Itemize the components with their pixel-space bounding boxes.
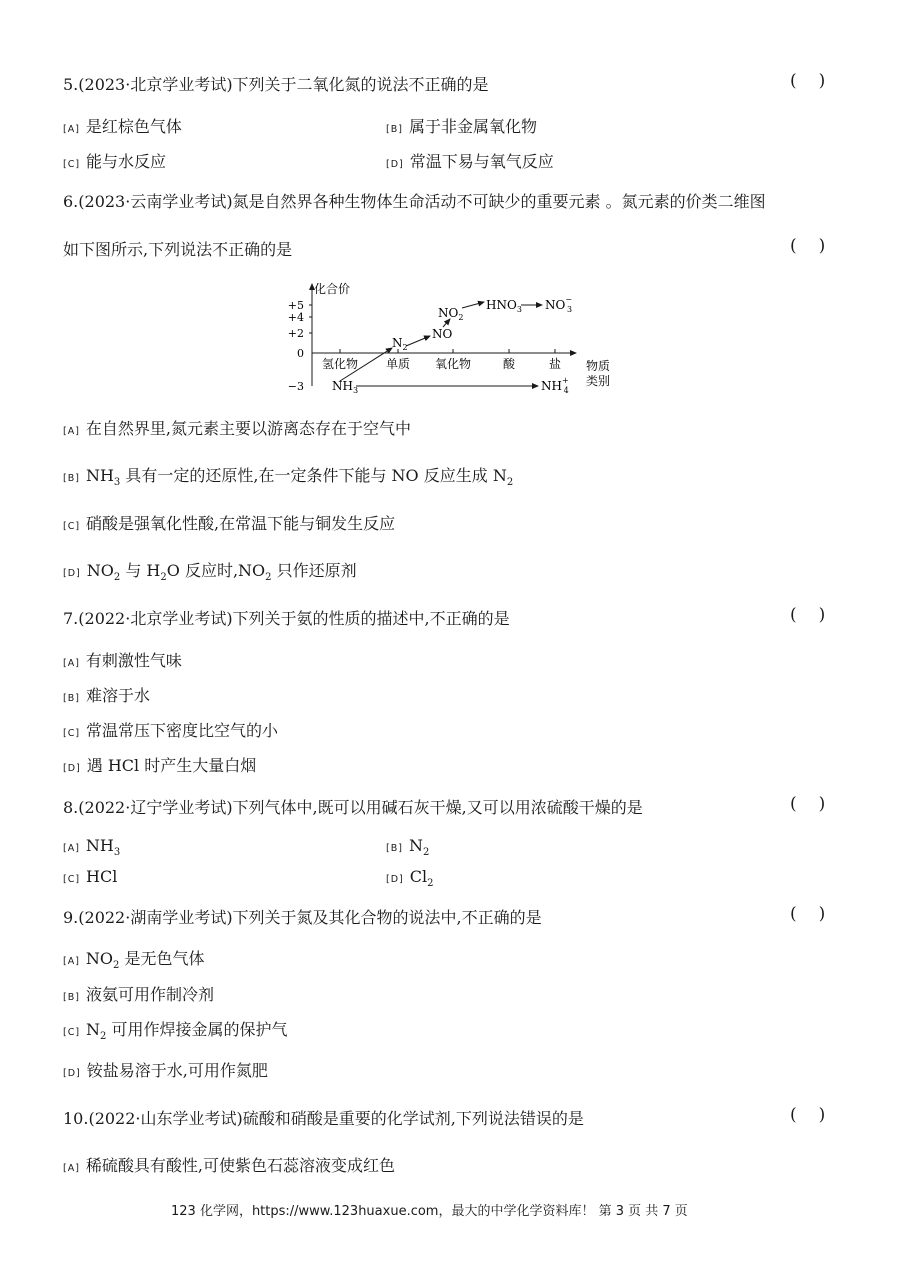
q9-option-d xyxy=(63,1058,268,1081)
y-tick-label: 0 xyxy=(297,347,304,360)
q8-option-d xyxy=(386,867,433,889)
q6-option-d xyxy=(63,558,357,583)
option-text: 难溶于水 xyxy=(85,686,150,705)
q8-option-b xyxy=(386,836,429,858)
q5-option-b xyxy=(386,114,537,137)
q5-stem: 5.(2023·北京学业考试)下列关于二氧化氮的说法不正确的是 xyxy=(63,75,489,94)
option-tag: [A] xyxy=(63,658,80,669)
y-axis-title: 化合价 xyxy=(314,282,351,296)
species-no: NO xyxy=(432,327,453,341)
option-text: $N_2$ xyxy=(408,836,430,859)
page-footer: 123 化学网，https://www.123huaxue.com，最大的中学化学资料库！ 第 3 页 共 7 页 xyxy=(171,1204,688,1219)
option-tag: [A] xyxy=(63,956,80,967)
q7-option-d xyxy=(63,753,256,776)
option-tag: [D] xyxy=(386,159,404,170)
option-text: $NH_3$ xyxy=(85,836,121,859)
option-text: $NO_2$ 与 $H_2O$ 反应时$,NO_2$ 只作还原剂 xyxy=(86,561,357,584)
q8-option-a xyxy=(63,836,120,858)
q9-option-a xyxy=(63,946,205,971)
q5-option-a xyxy=(63,114,182,137)
species-hno3: $HNO_3$ xyxy=(486,298,522,314)
option-tag: [C] xyxy=(63,159,81,170)
option-tag: [D] xyxy=(386,874,404,885)
x-category-label: 氧化物 xyxy=(434,357,472,371)
option-tag: [C] xyxy=(63,521,81,532)
q6-option-c xyxy=(63,511,395,534)
arrow-no2-to-hno3 xyxy=(462,302,484,308)
option-tag: [A] xyxy=(63,426,80,437)
option-tag: [A] xyxy=(63,843,80,854)
q7-option-b xyxy=(63,683,150,706)
option-tag: [B] xyxy=(386,843,403,854)
option-tag: [A] xyxy=(63,124,80,135)
species-no2: $NO_2$ xyxy=(438,306,464,322)
q10-stem: 10.(2022·山东学业考试)硫酸和硝酸是重要的化学试剂,下列说法错误的是 xyxy=(63,1109,584,1128)
option-text: 常温下易与氧气反应 xyxy=(409,152,554,171)
option-tag: [D] xyxy=(63,1068,81,1079)
q6-answer-paren: () xyxy=(790,236,848,256)
option-tag: [A] xyxy=(63,1163,80,1174)
species-n2: $N_2$ xyxy=(392,336,408,352)
q10-option-a xyxy=(63,1153,395,1176)
q8-answer-paren: () xyxy=(790,794,848,814)
q9-option-b xyxy=(63,982,214,1005)
option-text: 铵盐易溶于水,可用作氮肥 xyxy=(86,1061,268,1080)
species-no3: NO− 3 xyxy=(545,295,573,314)
option-tag: [B] xyxy=(386,124,403,135)
q7-option-c xyxy=(63,718,278,741)
option-tag: [C] xyxy=(63,874,81,885)
q7-option-a xyxy=(63,648,182,671)
option-text: 硝酸是强氧化性酸,在常温下能与铜发生反应 xyxy=(86,514,396,533)
arrow-no-to-no2 xyxy=(443,319,450,327)
option-text: 常温常压下密度比空气的小 xyxy=(86,721,279,740)
option-tag: [B] xyxy=(63,992,80,1003)
option-text: 液氨可用作制冷剂 xyxy=(85,985,214,1004)
option-text: $NO_2$ 是无色气体 xyxy=(85,949,205,972)
option-text: $N_2$ 可用作焊接金属的保护气 xyxy=(86,1020,288,1043)
option-tag: [B] xyxy=(63,693,80,704)
option-tag: [B] xyxy=(63,473,80,484)
species-nh4: NH+ 4 xyxy=(541,376,569,395)
q9-stem: 9.(2022·湖南学业考试)下列关于氮及其化合物的说法中,不正确的是 xyxy=(63,908,542,927)
option-text: 有刺激性气味 xyxy=(85,651,182,670)
option-text: 属于非金属氧化物 xyxy=(408,117,537,136)
nitrogen-valence-class-diagram xyxy=(280,278,620,398)
option-text: 遇 HCl 时产生大量白烟 xyxy=(86,756,257,775)
q10-answer-paren: () xyxy=(790,1105,848,1125)
q7-answer-paren: () xyxy=(790,605,848,625)
q8-stem: 8.(2022·辽宁学业考试)下列气体中,既可以用碱石灰干燥,又可以用浓硫酸干燥的是 xyxy=(63,798,643,817)
q9-answer-paren: () xyxy=(790,904,848,924)
x-axis-title-line1: 物质 xyxy=(586,359,611,373)
x-category-label: 单质 xyxy=(385,357,411,371)
species-nh3: $NH_3$ xyxy=(332,379,359,395)
y-tick-label: +5 xyxy=(287,299,304,312)
x-category-label: 酸 xyxy=(502,357,516,371)
option-text: 在自然界里,氮元素主要以游离态存在于空气中 xyxy=(85,419,412,438)
y-tick-label: +4 xyxy=(287,311,304,324)
y-tick-label: −3 xyxy=(287,380,304,393)
option-text: HCl xyxy=(86,867,118,886)
q6-stem-line2: 如下图所示,下列说法不正确的是 xyxy=(63,240,293,259)
option-text: 是红棕色气体 xyxy=(85,117,182,136)
option-text: 稀硫酸具有酸性,可使紫色石蕊溶液变成红色 xyxy=(85,1156,396,1175)
option-tag: [D] xyxy=(63,763,81,774)
q6-option-a xyxy=(63,416,411,439)
q5-option-d xyxy=(386,149,554,172)
option-tag: [D] xyxy=(63,568,81,579)
option-text: 能与水反应 xyxy=(86,152,167,171)
option-text: $Cl_2$ xyxy=(409,867,434,890)
arrow-n2-to-no xyxy=(406,336,430,346)
y-tick-label: +2 xyxy=(287,327,304,340)
q6-option-b xyxy=(63,463,513,488)
x-category-label: 氢化物 xyxy=(321,357,359,371)
q8-option-c xyxy=(63,867,117,886)
q5-option-c xyxy=(63,149,166,172)
q5-answer-paren: () xyxy=(790,71,848,91)
x-category-label: 盐 xyxy=(548,357,562,371)
q7-stem: 7.(2022·北京学业考试)下列关于氨的性质的描述中,不正确的是 xyxy=(63,609,510,628)
option-text: $NH_3$ 具有一定的还原性,在一定条件下能与 NO 反应生成 $N_2$ xyxy=(85,466,514,489)
x-axis-title-line2: 类别 xyxy=(586,374,611,388)
option-tag: [C] xyxy=(63,1027,81,1038)
option-tag: [C] xyxy=(63,728,81,739)
q9-option-c xyxy=(63,1017,288,1042)
q6-stem-line1: 6.(2023·云南学业考试)氮是自然界各种生物体生命活动不可缺少的重要元素 。氮元素的价类二维图 xyxy=(63,192,766,211)
